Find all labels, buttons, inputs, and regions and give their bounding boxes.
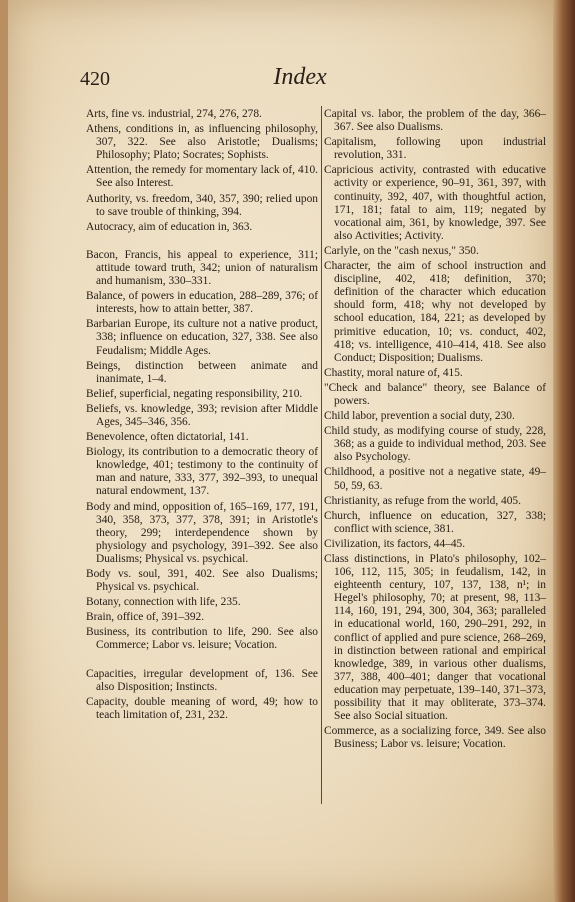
index-entry: Arts, fine vs. industrial, 274, 276, 278.: [86, 108, 262, 120]
page-number: 420: [80, 68, 110, 90]
index-entry: Attention, the remedy for momentary lack of, 410. See also Interest.: [86, 164, 318, 190]
index-entry: Athens, conditions in, as influencing philosophy, 307, 322. See also Aristotle; Dualisms; Philosophy; Plato; Socrates; Sophists.: [86, 123, 318, 162]
index-entry: Botany, connection with life, 235.: [86, 596, 241, 609]
index-entry: Brain, office of, 391–392.: [86, 611, 205, 624]
index-entry: Child labor, prevention a social duty, 230.: [324, 410, 515, 423]
index-column-right: [324, 108, 546, 753]
index-entry: Authority, vs. freedom, 340, 357, 390; relied upon to save trouble of thinking, 394.: [86, 192, 318, 218]
index-entry: Christianity, as refuge from the world, 405.: [324, 494, 521, 507]
index-column-left: [86, 108, 318, 724]
index-entry: Chastity, moral nature of, 415.: [324, 366, 463, 379]
entry-spacer: [86, 236, 318, 249]
index-entry: Capacities, irregular development of, 136. See also Disposition; Instincts.: [86, 667, 318, 693]
entry-spacer: [86, 655, 318, 668]
index-entry: Benevolence, often dictatorial, 141.: [86, 431, 249, 444]
index-entry: Capital vs. labor, the problem of the day, 366–367. See also Dualisms.: [324, 108, 546, 134]
index-entry: Beings, distinction between animate and inanimate, 1–4.: [86, 359, 318, 385]
index-entry: Character, the aim of school instruction and discipline, 402, 418; definition, 370; definition of the character which education should form, 418; why not developed by school education, 184, 221; as developed by primitive education, 10; vs. conduct, 402, 418; vs. intelligence, 410–414, 418. See also Conduct; Disposition; Dualisms.: [324, 260, 546, 364]
index-entry: Body and mind, opposition of, 165–169, 177, 191, 340, 358, 373, 377, 378, 391; in Aristotle's theory, 299; interdependence shown by physiology and psychology, 391–392. See also Dualisms; Physical vs. psychical.: [86, 500, 318, 565]
index-entry: Commerce, as a socializing force, 349. See also Business; Labor vs. leisure; Vocation.: [324, 725, 546, 751]
page-header: [80, 64, 520, 102]
index-entry: Belief, superficial, negating responsibility, 210.: [86, 387, 303, 400]
index-entry: Autocracy, aim of education in, 363.: [86, 220, 253, 233]
book-spine: [553, 0, 575, 902]
index-entry: Capricious activity, contrasted with educative activity or experience, 90–91, 361, 397, with continuity, 392, 407, with thoughtful action, 171, 181; fatal to aim, 119; negated by vocational aim, 361, by knowledge, 397. See also Activities; Activity.: [324, 164, 546, 242]
index-entry: Bacon, Francis, his appeal to experience, 311; attitude toward truth, 342; union of naturalism and humanism, 330–331.: [86, 248, 318, 288]
index-entry: Child study, as modifying course of study, 228, 368; as a guide to individual method, 203. See also Psychology.: [324, 425, 546, 464]
index-entry: Carlyle, on the "cash nexus," 350.: [324, 244, 479, 257]
index-entry: Capitalism, following upon industrial revolution, 331.: [324, 136, 546, 162]
index-entry: Childhood, a positive not a negative state, 49–50, 59, 63.: [324, 466, 546, 492]
column-divider: [321, 106, 322, 804]
index-entry: Barbarian Europe, its culture not a native product, 338; influence on education, 327, 338. See also Feudalism; Middle Ages.: [86, 318, 318, 357]
index-entry: Body vs. soul, 391, 402. See also Dualisms; Physical vs. psychical.: [86, 568, 318, 594]
index-entry: Beliefs, vs. knowledge, 393; revision after Middle Ages, 345–346, 356.: [86, 402, 318, 428]
index-entry: Class distinctions, in Plato's philosophy, 102–106, 112, 115, 305; in feudalism, 142, in eighteenth century, 107, 137, 138, n¹; in Hegel's philosophy, 70; at present, 98, 113–114, 160, 191, 294, 300, 304, 363; paralleled in educational world, 160, 290–291, 292, in conflict of applied and pure science, 268–269, in distinction between rational and empirical knowledge, 389, in various other dualisms, 377, 388, 400–401; danger that vocational education may perpetuate, 139–140, 371–373, possibility that it may obliterate, 373–374. See also Social situation.: [324, 553, 546, 723]
index-entry: Balance, of powers in education, 288–289, 376; of interests, how to attain better, 387.: [86, 290, 318, 316]
page-title: Index: [273, 64, 327, 90]
index-entry: Capacity, double meaning of word, 49; how to teach limitation of, 231, 232.: [86, 695, 318, 721]
book-page: [8, 0, 556, 902]
index-entry: "Check and balance" theory, see Balance of powers.: [324, 381, 546, 407]
index-entry: Civilization, its factors, 44–45.: [324, 537, 466, 550]
index-entry: Biology, its contribution to a democratic theory of knowledge, 401; testimony to the continuity of man and nature, 333, 377, 392–393, to unequal natural endowment, 137.: [86, 446, 318, 498]
index-entry: Church, influence on education, 327, 338; conflict with science, 381.: [324, 509, 546, 535]
index-entry: Business, its contribution to life, 290. See also Commerce; Labor vs. leisure; Vocation.: [86, 626, 318, 652]
